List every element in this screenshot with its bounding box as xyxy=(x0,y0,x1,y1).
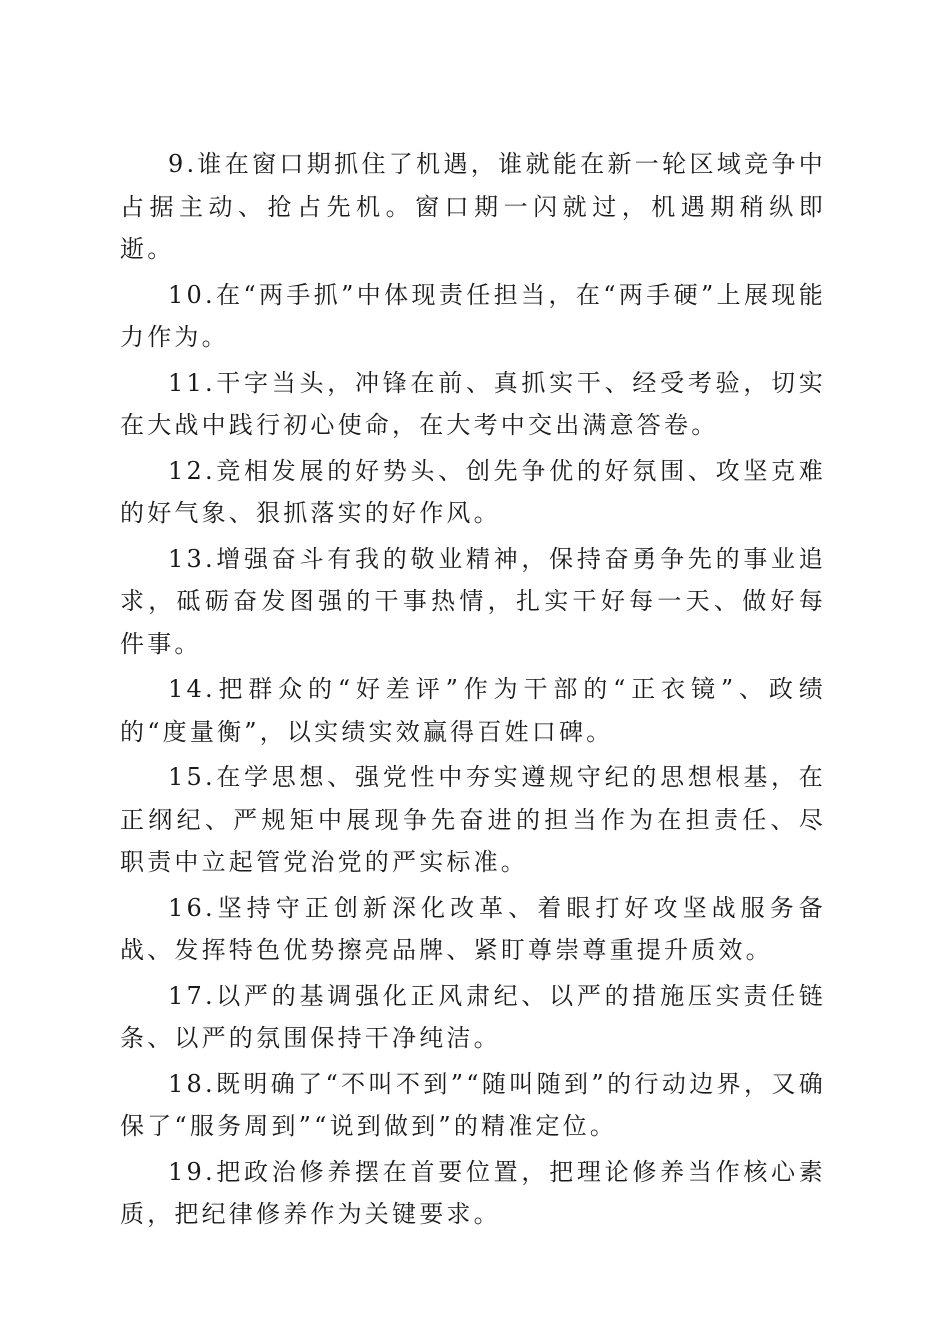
list-item-18: 18.既明确了“不叫不到”“随叫随到”的行动边界，又确保了“服务周到”“说到做到”的精准定位。 xyxy=(120,1069,826,1140)
list-item-17: 17.以严的基调强化正风肃纪、以严的措施压实责任链条、以严的氛围保持干净纯洁。 xyxy=(120,981,826,1052)
list-item-13: 13.增强奋斗有我的敬业精神，保持奋勇争先的事业追求，砥砺奋发图强的干事热情，扎实干好每一天、做好每件事。 xyxy=(120,544,826,658)
document-body xyxy=(120,143,826,1239)
list-item-11: 11.干字当头，冲锋在前、真抓实干、经受考验，切实在大战中践行初心使命，在大考中交出满意答卷。 xyxy=(120,368,826,439)
list-item-16: 16.坚持守正创新深化改革、着眼打好攻坚战服务备战、发挥特色优势擦亮品牌、紧盯尊崇尊重提升质效。 xyxy=(120,893,826,964)
list-item-14: 14.把群众的“好差评”作为干部的“正衣镜”、政绩的“度量衡”，以实绩实效赢得百姓口碑。 xyxy=(120,675,826,746)
list-item-19: 19.把政治修养摆在首要位置，把理论修养当作核心素质，把纪律修养作为关键要求。 xyxy=(120,1157,826,1228)
list-item-9: 9.谁在窗口期抓住了机遇，谁就能在新一轮区域竞争中占据主动、抢占先机。窗口期一闪就过，机遇期稍纵即逝。 xyxy=(120,150,826,263)
list-item-15: 15.在学思想、强党性中夯实遵规守纪的思想根基，在正纲纪、严规矩中展现争先奋进的担当作为在担责任、尽职责中立起管党治党的严实标准。 xyxy=(120,763,826,876)
list-item-10: 10.在“两手抓”中体现责任担当，在“两手硬”上展现能力作为。 xyxy=(120,280,826,351)
list-item-12: 12.竞相发展的好势头、创先争优的好氛围、攻坚克难的好气象、狠抓落实的好作风。 xyxy=(120,456,826,527)
